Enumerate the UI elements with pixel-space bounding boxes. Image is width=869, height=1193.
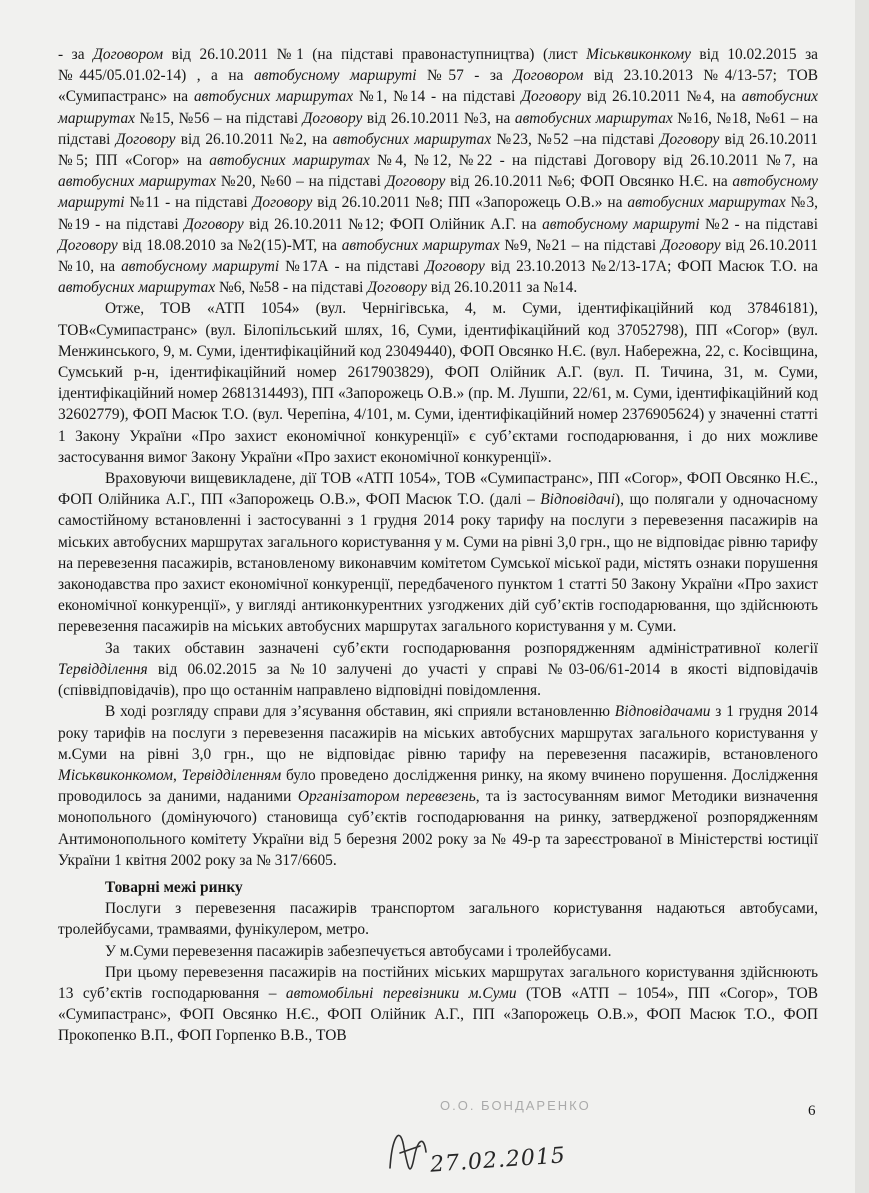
signature-date: 27.02.2015: [429, 1143, 567, 1178]
italic-term: автобусних маршрутах: [341, 236, 500, 254]
text-run: від 10.02.2015 за №445/05.01.02-14) , а на: [58, 46, 819, 85]
text-run: від 23.10.2013 №4/13-57; ТОВ «Сумипастранс» на: [58, 67, 818, 106]
text-run: №1, №14 - на підставі: [353, 88, 522, 106]
text-run: від 26.10.2011 №6; ФОП Овсянко Н.Є. на: [445, 173, 733, 191]
italic-term: автомобільні перевізники м.Суми: [285, 984, 517, 1002]
document-body: [58, 44, 818, 1047]
text-run: від 26.10.2011 №5; ПП «Согор» на: [58, 130, 818, 170]
italic-term: автобусному маршруті: [58, 173, 818, 212]
text-run: від 18.08.2010 за №2(15)-МТ, на: [117, 236, 342, 254]
text-run: №3, №19 - на підставі: [58, 194, 818, 233]
text-run: (ТОВ «АТП – 1054», ПП «Согор», ТОВ «Сумипастранс», ФОП Овсянко Н.Є., ФОП Олійник А.Г., ПП «Запорожець О.В.», ФОП Масюк Т.О., ФОП Прокопенко В.П., ФОП Горпенко В.В., ТОВ: [58, 984, 818, 1045]
italic-term: Договором: [513, 67, 584, 85]
italic-term: автобусних маршрутах: [514, 109, 673, 127]
italic-term: Міськвиконкому: [586, 46, 691, 63]
paragraphs-before-heading: [58, 44, 818, 871]
page-edge: [855, 0, 869, 1193]
italic-term: Тервідділення: [58, 660, 148, 678]
text-run: від 26.10.2011 №1 (на підставі правонаступництва) (лист: [163, 46, 587, 63]
paragraph-p6: [58, 898, 818, 940]
paragraphs-after-heading: [58, 898, 818, 1046]
text-run: При цьому перевезення пасажирів на постійних міських маршрутах загального користування здійснюють 13 суб’єктів господарювання –: [58, 963, 818, 1002]
text-run: ,: [172, 766, 182, 784]
text-run: №4, №12, №22 - на підставі Договору від 26.10.2011 №7, на: [369, 152, 818, 170]
text-run: від 26.10.2011 №3, на: [362, 109, 515, 127]
text-run: від 26.10.2011 №4, на: [580, 88, 742, 106]
text-run: Враховуючи вищевикладене, дії ТОВ «АТП 1054», ТОВ «Сумипастранс», ПП «Согор», ФОП Овсянко Н.Є., ФОП Олійника А.Г., ПП «Запорожець О.В.», ФОП Масюк Т.О. (далі –: [58, 470, 818, 509]
paragraph-p8: [58, 962, 818, 1047]
italic-term: Договору: [425, 258, 485, 276]
paragraph-p1: [58, 44, 818, 298]
stamp-name: О.О. БОНДАРЕНКО: [440, 1098, 591, 1113]
paragraph-p4: [58, 638, 818, 702]
italic-term: автобусних маршрутах: [58, 173, 217, 191]
italic-term: Договору: [367, 279, 427, 297]
text-run: У м.Суми перевезення пасажирів забезпечується автобусами і тролейбусами.: [105, 942, 612, 960]
italic-term: Організатором перевезень: [297, 788, 476, 806]
text-run: з 1 грудня 2014 року тарифів на послуги з перевезення пасажирів на міських автобусних маршрутах загального користування у м.Суми на рівні 3,0 грн., що не відповідає рівню тарифу на перевезення пасажирів, встановленого: [58, 703, 819, 763]
italic-term: автобусних маршрутах: [209, 152, 370, 170]
text-run: - за: [58, 46, 94, 63]
text-run: За таких обставин зазначені суб’єкти господарювання розпорядженням адміністративної колегії: [105, 639, 818, 657]
italic-term: Договором: [93, 46, 164, 63]
text-run: №23, №52 –на підставі: [491, 130, 660, 148]
text-run: Послуги з перевезення пасажирів транспортом загального користування надаються автобусами, тролейбусами, трамваями, фунікулером, метро.: [58, 900, 818, 939]
text-run: від 23.10.2013 №2/13-17А; ФОП Масюк Т.О. на: [484, 258, 818, 276]
italic-term: Договору: [385, 173, 446, 191]
page-number: 6: [808, 1103, 816, 1119]
text-run: , та із застосуванням вимог Методики визначення монопольного (домінуючого) становища суб’єктів господарювання на ринку, затвердженої розпорядженням Антимонопольного комітету України від 5 березня 2002 року за № 49-р та зареєстрованої в Міністерстві юстиції України 1 квітня 2002 року за № 317/6605.: [58, 788, 818, 869]
italic-term: Договору: [252, 194, 313, 212]
italic-term: Договору: [184, 215, 244, 233]
italic-term: Міськвиконкомом: [58, 766, 173, 784]
italic-term: Відповідачами: [614, 703, 711, 721]
text-run: від 26.10.2011 №10, на: [58, 236, 818, 276]
text-run: було проведено дослідження ринку, на якому вчинено порушення. Дослідження проводилось за даними, наданими: [58, 766, 818, 806]
text-run: №9, №21 – на підставі: [499, 236, 661, 254]
text-run: ), що полягали у одночасному самостійному встановленні і застосуванні з 1 грудня 2014 року тарифу на послуги з перевезення пасажирів на міських автобусних маршрутах загального користування у м. Суми на рівні 3,0 грн., що не відповідає рівню тарифу на перевезення пасажирів, встановленому виконавчим комітетом Сумської міської ради, містять ознаки порушення законодавства про захист економічної конкуренції, передбаченого пунктом 1 статті 50 Закону України «Про захист економічної конкуренції», у вигляді антиконкурентних узгоджених дій суб’єктів господарювання, що здійснюють перевезення пасажирів на міських автобусних маршрутах загального користування у м. Суми.: [58, 491, 818, 636]
italic-term: автобусних маршрутах: [193, 88, 354, 106]
italic-term: Відповідачі: [540, 491, 615, 509]
italic-term: Договору: [58, 236, 118, 254]
italic-term: Договору: [659, 130, 720, 148]
text-run: від 06.02.2015 за №10 залучені до участі у справі №03-06/61-2014 в якості відповідачів (співвідповідачів), про що останнім направлено відповідні повідомлення.: [58, 660, 818, 700]
italic-term: автобусному маршруті: [121, 258, 280, 276]
italic-term: автобусному маршруті: [253, 67, 417, 85]
italic-term: Договору: [302, 109, 363, 127]
text-run: №20, №60 – на підставі: [216, 173, 386, 191]
text-run: №16, №18, №61 – на підставі: [58, 109, 818, 148]
italic-term: автобусних маршрутах: [627, 194, 786, 212]
text-run: від 26.10.2011 №8; ПП «Запорожець О.В.» на: [312, 194, 628, 212]
section-heading: Товарні межі ринку: [105, 878, 243, 896]
text-run: №11 - на підставі: [124, 194, 253, 212]
text-run: В ході розгляду справи для з’ясування обставин, які сприяли встановленню: [105, 703, 615, 721]
italic-term: Договору: [521, 88, 581, 106]
text-run: від 26.10.2011 №2, на: [175, 130, 333, 148]
text-run: від 26.10.2011 №12; ФОП Олійник А.Г. на: [243, 215, 543, 233]
paragraph-p2: [58, 298, 818, 468]
italic-term: Договору: [115, 130, 176, 148]
text-run: №17А - на підставі: [279, 258, 426, 276]
text-run: №2 - на підставі: [699, 215, 818, 233]
italic-term: автобусних маршрутах: [58, 279, 216, 297]
paragraph-p5: [58, 701, 818, 871]
text-run: від 26.10.2011 за №14.: [426, 279, 578, 297]
text-run: №6, №58 - на підставі: [215, 279, 368, 297]
italic-term: автобусних маршрутах: [332, 130, 492, 148]
italic-term: автобусних маршрутах: [58, 88, 818, 127]
text-run: №15, №56 – на підставі: [134, 109, 303, 127]
italic-term: автобусному маршруті: [542, 215, 700, 233]
text-run: №57 - за: [416, 67, 514, 85]
text-run: Отже, ТОВ «АТП 1054» (вул. Чернігівська, 4, м. Суми, ідентифікаційний код 37846181), ТОВ«Сумипастранс» (вул. Білопільський шлях, 16, Суми, ідентифікаційний код 37052798), ПП «Согор» (вул. Менжинського, 9, м. Суми, ідентифікаційний код 23049440), ФОП Овсянко Н.Є. (вул. Набережна, 22, с. Косівщина, Сумський р-н, ідентифікаційний номер 2617903829), ФОП Олійник А.Г. (вул. П. Тичина, 31, м. Суми, ідентифікаційний номер 2681314493), ПП «Запорожець О.В.» (пр. М. Лушпи, 22/61, м. Суми, ідентифікаційний код 32602779), ФОП Масюк Т.О. (вул. Черепіна, 4/101, м. Суми, ідентифікаційний номер 2376905624) у значенні статті 1 Закону України «Про захист економічної конкуренції» є суб’єктами господарювання, і до них можливе застосування вимог Закону України «Про захист економічної конкуренції».: [58, 300, 818, 466]
italic-term: Тервідділенням: [181, 766, 282, 784]
italic-term: Договору: [660, 236, 721, 254]
paragraph-p7: [58, 941, 818, 962]
paragraph-p3: [58, 468, 818, 638]
